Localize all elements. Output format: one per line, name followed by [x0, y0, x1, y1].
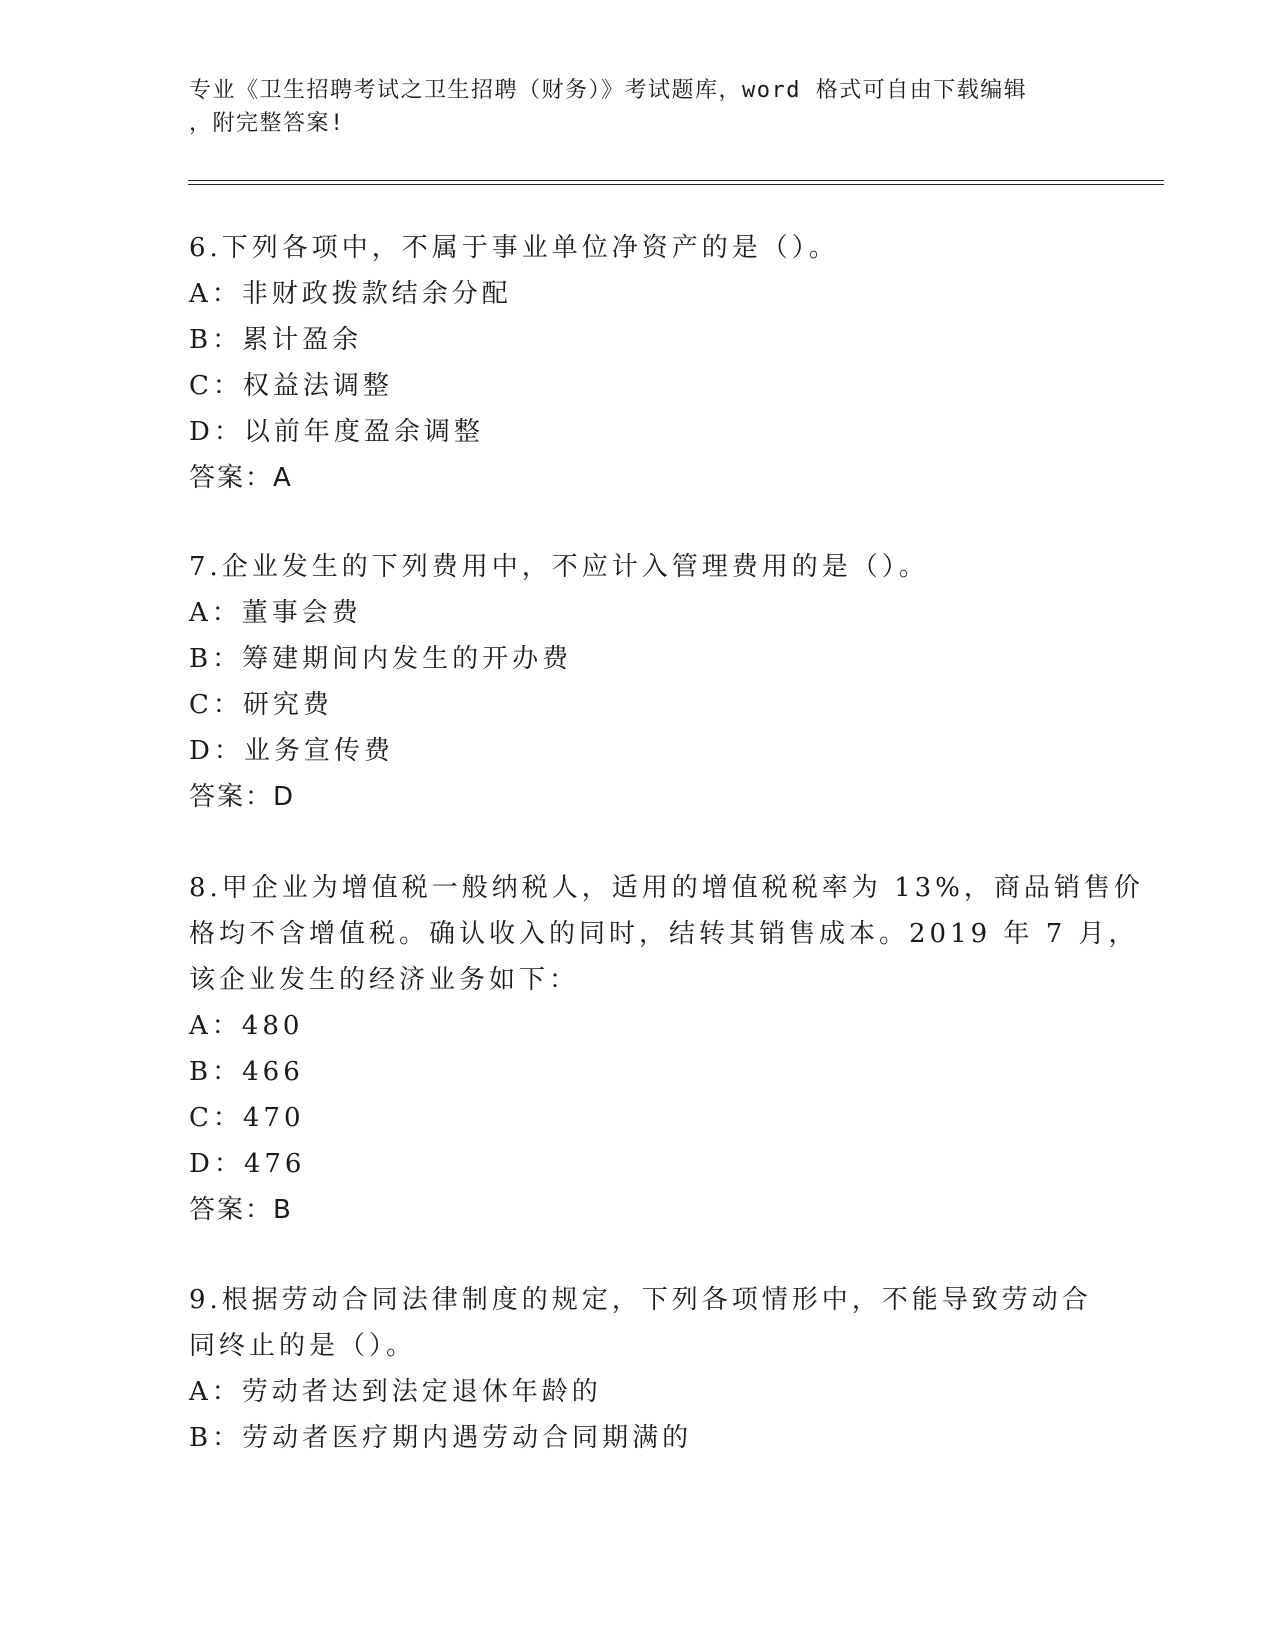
option-d: D：业务宣传费 — [189, 736, 394, 766]
option-b: B：劳动者医疗期内遇劳动合同期满的 — [189, 1423, 693, 1453]
option-c: C：权益法调整 — [189, 371, 393, 401]
question-stem: 6.下列各项中，不属于事业单位净资产的是（）。 — [189, 233, 839, 263]
question-9 — [189, 1277, 1092, 1461]
header-divider-top — [188, 180, 1164, 181]
option-a: A：480 — [189, 1011, 304, 1041]
option-c: C：470 — [189, 1103, 305, 1133]
question-7 — [189, 544, 1089, 820]
option-b: B：累计盈余 — [189, 325, 363, 355]
option-d: D：以前年度盈余调整 — [189, 417, 484, 447]
question-stem-line-2: 同终止的是（）。 — [189, 1331, 417, 1361]
option-a: A：董事会费 — [189, 598, 362, 628]
answer-line: 答案：B — [189, 1195, 293, 1225]
document-header — [189, 74, 1089, 140]
answer-line: 答案：D — [189, 782, 296, 812]
question-stem-line-1: 9.根据劳动合同法律制度的规定，下列各项情形中，不能导致劳动合 — [189, 1285, 1092, 1315]
header-line-2: ，附完整答案! — [189, 111, 345, 136]
question-stem-line-1: 8.甲企业为增值税一般纳税人，适用的增值税税率为 13%，商品销售价 — [189, 873, 1144, 903]
option-b: B：筹建期间内发生的开办费 — [189, 644, 573, 674]
option-b: B：466 — [189, 1057, 304, 1087]
question-8 — [189, 865, 1144, 1233]
option-a: A：劳动者达到法定退休年龄的 — [189, 1377, 602, 1407]
header-line-1: 专业《卫生招聘考试之卫生招聘（财务）》考试题库，word 格式可自由下载编辑 — [189, 78, 1028, 103]
answer-line: 答案：A — [189, 463, 293, 493]
option-a: A：非财政拨款结余分配 — [189, 279, 512, 309]
header-divider-bottom — [188, 184, 1164, 185]
option-d: D：476 — [189, 1149, 306, 1179]
question-stem: 7.企业发生的下列费用中，不应计入管理费用的是（）。 — [189, 552, 929, 582]
question-6 — [189, 225, 1089, 501]
question-stem-line-2: 格均不含增值税。确认收入的同时，结转其销售成本。2019 年 7 月， — [189, 919, 1139, 949]
question-stem-line-3: 该企业发生的经济业务如下： — [189, 965, 580, 995]
option-c: C：研究费 — [189, 690, 333, 720]
